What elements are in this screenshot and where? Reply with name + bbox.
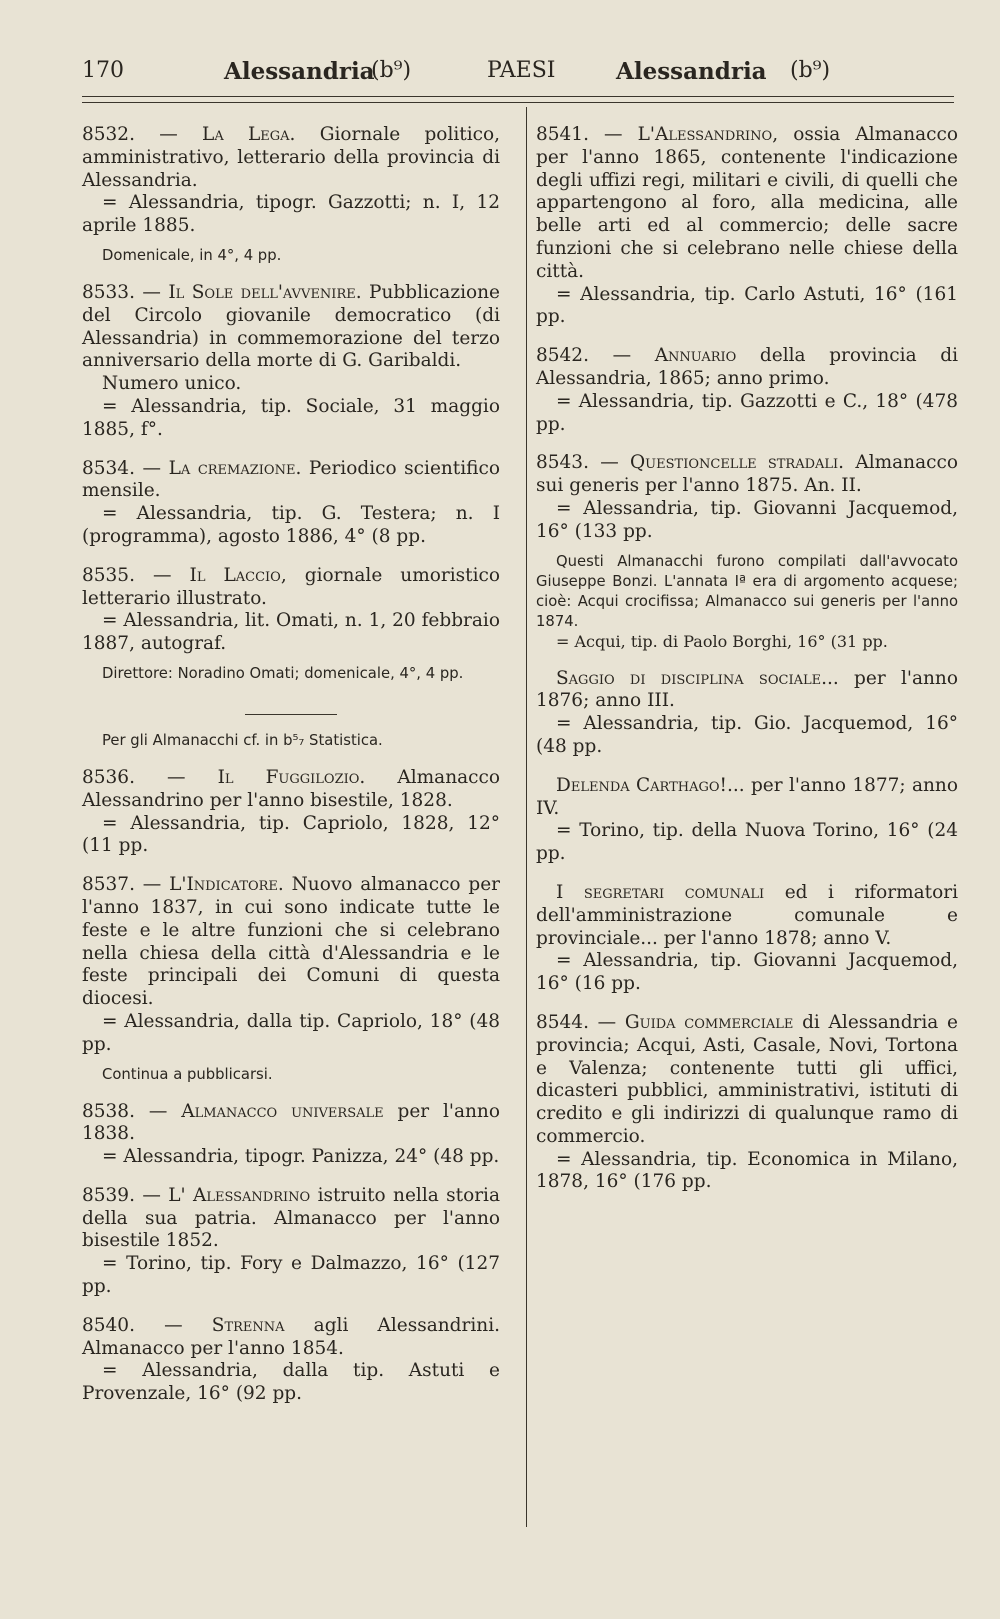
entry-description: per l'anno 1876; anno III. [536,667,958,712]
entry-heading [82,874,500,1011]
entry-note: Questi Almanacchi furono compilati dall'avvocato Giuseppe Bonzi. L'annata Iª era di argomento acquese; cioè: Acqui crocifissa; Almanacco sui generis per l'anno 1874. [536,552,958,630]
entry-imprint: = Alessandria, tip. Gazzotti e C., 18° (478 pp. [536,390,958,435]
entry-number: 8542. [536,345,589,367]
entry-imprint: = Alessandria, tip. Giovanni Jacquemod, 16° (16 pp. [536,950,958,995]
column-divider [526,107,527,1527]
entry-heading [536,452,958,498]
entry-dash: — [588,345,655,367]
entry-note: Continua a pubblicarsi. [102,1065,273,1083]
entry-title: L' Alessandrino [168,1184,311,1206]
entry-imprint: = Alessandria, tip. Sociale, 31 maggio 1885, f°. [82,395,500,440]
entry-description: Periodico scientifico mensile. [82,457,500,502]
entry-heading [82,282,500,373]
entry-imprint: = Alessandria, tip. Gio. Jacquemod, 16° (48 pp. [536,713,958,757]
entry-dash: — [588,452,631,474]
catalog-entry [536,345,958,436]
entry-imprint: = Alessandria, tip. Economica in Milano, 1878, 16° (176 pp. [536,1148,958,1193]
entry-heading [82,767,500,813]
entry-title: Strenna [211,1314,285,1336]
entry-dash: — [134,124,203,145]
entry-heading [82,458,500,504]
entry-gap [536,759,958,775]
entry-imprint: = Alessandria, dalla tip. Capriolo, 18° (48 pp. [82,1010,500,1055]
entry-dash: — [134,564,190,586]
entry-gap [536,866,958,882]
entry-extra: Numero unico. [102,373,242,395]
entry-imprint: = Alessandria, tip. Giovanni Jacquemod, 16° (133 pp. [536,497,958,542]
entry-heading [536,124,958,284]
entry-description: Almanacco Alessandrino per l'anno bisestile, 1828. [82,766,501,811]
entry-dash: — [134,1184,169,1206]
entry-imprint: = Torino, tip. della Nuova Torino, 16° (24 pp. [536,820,958,865]
entry-gap [82,858,500,874]
entry-number: 8540. [82,1314,135,1336]
entry-heading [536,668,958,714]
running-head-center: PAESI [487,58,556,83]
entry-imprint: = Alessandria, dalla tip. Astuti e Provenzale, 16° (92 pp. [82,1360,500,1405]
catalog-entry [82,767,500,858]
left-column [82,124,500,1422]
entry-heading [536,345,958,391]
entry-dash: — [588,124,638,145]
cross-reference: Per gli Almanacchi cf. in b⁵₇ Statistica. [102,731,383,749]
catalog-entry [82,1185,500,1299]
entry-gap [536,996,958,1012]
running-head-left-section: (b⁹) [371,58,412,83]
entry-dash: — [134,1314,212,1336]
entry-description: per l'anno 1838. [82,1100,500,1145]
entry-heading [536,775,958,821]
entry-description: Giornale politico, amministrativo, letterario della provincia di Alessandria. [82,124,501,191]
catalog-entry [536,124,958,329]
entry-gap [82,684,500,700]
entry-number: 8534. [82,457,135,479]
entry-description: ed i riformatori dell'amministrazione comunale e provinciale... per l'anno 1878; anno V. [536,881,958,949]
header-rule-top [82,96,954,97]
entry-gap [82,1299,500,1315]
catalog-entry [82,124,500,266]
entry-dash: — [134,874,170,896]
entry-description: Pubblicazione del Circolo giovanile democratico (di Alessandria) in commemorazione del terzo anniversario della morte di G. Garibaldi. [82,281,500,372]
entry-imprint: = Alessandria, tipogr. Gazzotti; n. I, 12 aprile 1885. [82,192,500,237]
entry-heading [82,565,500,611]
catalog-entry [82,874,500,1084]
entry-title: La cremazione. [168,457,302,479]
entry-note: Domenicale, in 4°, 4 pp. [102,246,282,264]
entry-heading [82,1101,500,1147]
entry-description: della provincia di Alessandria, 1865; anno primo. [536,345,958,389]
entry-title: La Lega. [202,124,296,145]
entry-title: Saggio di disciplina sociale... [556,667,839,689]
entry-title: L'Indicatore. [169,874,284,896]
right-column [536,124,958,1210]
entry-gap [82,266,500,282]
entry-title: Annuario [654,345,737,367]
entry-heading [82,1185,500,1253]
entry-dash: — [134,766,218,788]
entry-imprint: = Alessandria, tipogr. Panizza, 24° (48 pp. [102,1146,500,1168]
entry-title: Questioncelle stradali. [630,452,845,474]
entry-title: I segretari comunali [556,881,765,903]
entry-description: Nuovo almanacco per l'anno 1837, in cui sono indicate tutte le feste e le altre funzioni che si celebrano nella chiesa della città d'Alessandria e le feste principali dei Comuni di questa diocesi. [82,874,500,1010]
entry-gap [536,329,958,345]
entry-number: 8538. [82,1100,135,1122]
entry-title: Almanacco universale [181,1100,384,1122]
running-head-right-section: (b⁹) [790,58,831,83]
section-separator [245,714,337,715]
catalog-entry [536,882,958,996]
entry-gap [82,549,500,565]
entry-description: agli Alessandrini. Almanacco per l'anno 1854. [82,1314,500,1359]
entry-description: giornale umoristico letterario illustrato. [82,564,501,609]
entry-description: per l'anno 1877; anno IV. [536,774,958,819]
entry-number: 8536. [82,766,135,788]
entry-heading [82,124,500,192]
header-rule-bottom [82,102,954,103]
entry-heading [536,1012,958,1149]
entry-note: Direttore: Noradino Omati; domenicale, 4°, 4 pp. [102,664,464,682]
entry-description: ossia Almanacco per l'anno 1865, contenente l'indicazione degli uffizi regi, militari e civili, di quelli che appartengono al foro, alla medicina, alle belle arti ed al commercio; delle sacre funzioni che si celebrano nelle chiese della città. [536,124,958,282]
entry-gap [536,1194,958,1210]
entry-title: L'Alessandrino, [637,124,779,145]
entry-heading [536,882,958,950]
running-head-left-title: Alessandria [224,58,375,85]
catalog-entry [536,452,958,651]
entry-description: istruito nella storia della sua patria. Almanacco per l'anno bisestile 1852. [82,1184,501,1252]
entry-title: Il Fuggilozio. [217,766,366,788]
entry-number: 8537. [82,874,135,896]
entry-gap [82,1085,500,1101]
catalog-entry [536,1012,958,1194]
entry-dash: — [588,1011,625,1033]
entry-number: 8532. [82,124,135,145]
entry-number: 8543. [536,452,589,474]
entry-heading [82,1315,500,1361]
catalog-entry [82,1315,500,1406]
entry-description: di Alessandria e provincia; Acqui, Asti, Casale, Novi, Tortona e Valenza; contenente tutti gli uffici, dicasteri pubblici, amministrativi, istituti di credito e gli indirizzi di qualunque ramo di commercio. [536,1011,958,1147]
entry-title: Il Laccio, [189,564,287,586]
entry-note-imprint: = Acqui, tip. di Paolo Borghi, 16° (31 pp. [556,631,888,651]
entry-gap [82,1406,500,1422]
entry-dash: — [134,281,169,303]
entry-gap [536,436,958,452]
entry-dash: — [134,1100,182,1122]
entry-imprint: = Alessandria, tip. Capriolo, 1828, 12° (11 pp. [82,812,500,857]
catalog-entry [82,282,500,442]
entry-imprint: = Alessandria, tip. G. Testera; n. I (programma), agosto 1886, 4° (8 pp. [82,503,500,547]
entry-title: Il Sole dell'avvenire. [168,281,362,303]
running-head-right-title: Alessandria [616,58,767,85]
entry-title: Guida commerciale [624,1011,794,1033]
entry-title: Delenda Carthago!... [556,774,745,796]
entry-imprint: = Torino, tip. Fory e Dalmazzo, 16° (127 pp. [82,1253,500,1298]
entry-gap [82,442,500,458]
entry-imprint: = Alessandria, tip. Carlo Astuti, 16° (161 pp. [536,283,958,328]
entry-gap [82,1169,500,1185]
entry-gap [536,652,958,668]
entry-imprint: = Alessandria, lit. Omati, n. 1, 20 febbraio 1887, autograf. [82,610,500,655]
catalog-entry [82,1101,500,1169]
catalog-entry [82,458,500,549]
catalog-entry [82,565,500,684]
entry-number: 8539. [82,1184,135,1206]
entry-number: 8533. [82,281,135,303]
entry-number: 8541. [536,124,589,145]
page-number: 170 [82,58,124,83]
catalog-entry [536,668,958,759]
entry-dash: — [134,457,169,479]
entry-number: 8544. [536,1011,589,1033]
entry-description: Almanacco sui generis per l'anno 1875. An. II. [536,452,958,497]
catalog-entry [536,775,958,866]
entry-number: 8535. [82,564,135,586]
